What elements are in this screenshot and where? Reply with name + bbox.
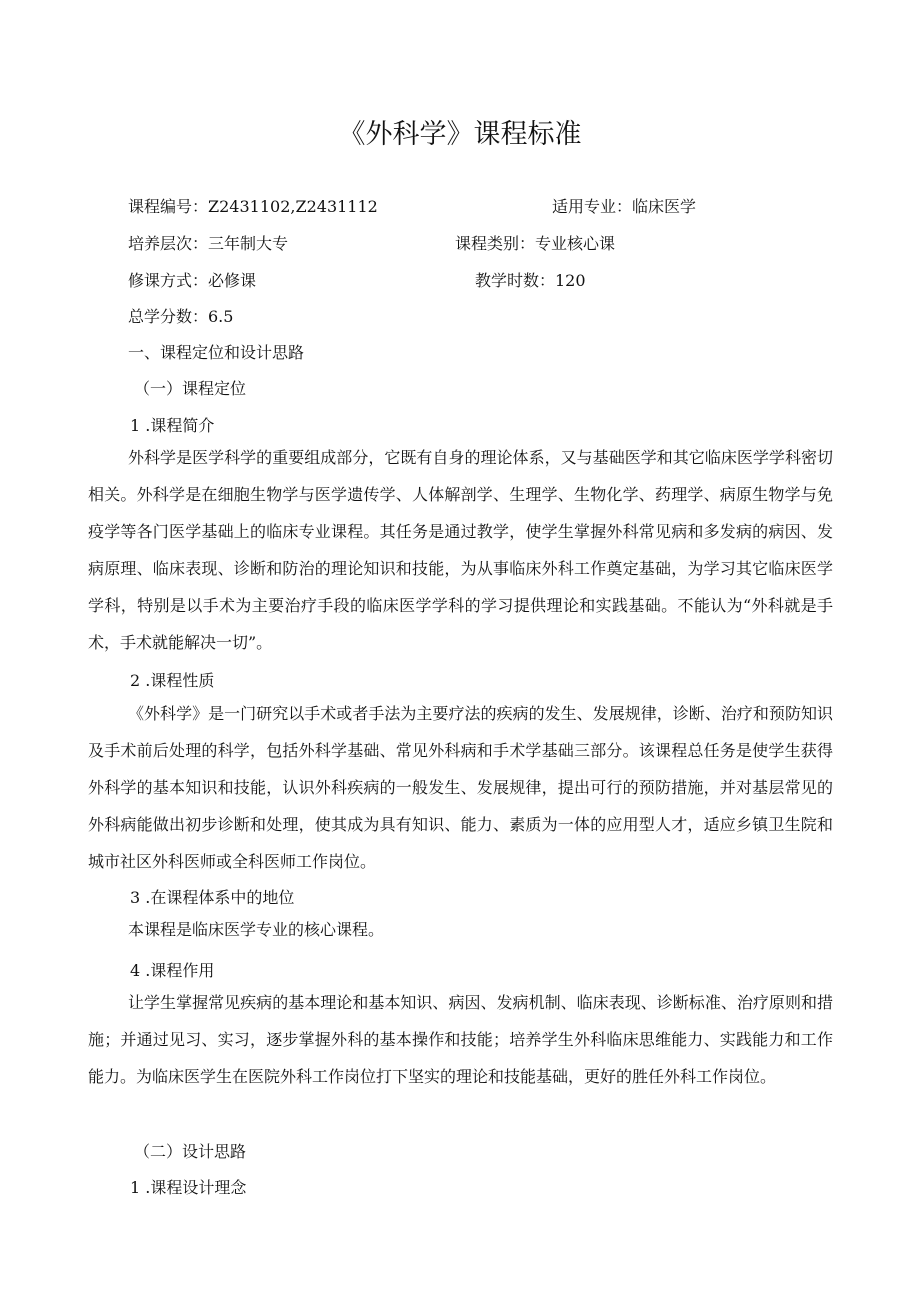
item-heading: 2 .课程性质 [130, 671, 215, 690]
subsection-heading: （二）设计思路 [134, 1142, 247, 1161]
curriculum-position-paragraph: 本课程是临床医学专业的核心课程。 [128, 920, 385, 939]
item-heading: 3 .在课程体系中的地位 [130, 888, 295, 907]
teaching-hours: 教学时数：120 [475, 271, 586, 290]
course-category: 课程类别：专业核心课 [455, 234, 616, 253]
study-mode: 修课方式：必修课 [128, 271, 257, 290]
course-intro-paragraph: 外科学是医学科学的重要组成部分，它既有自身的理论体系，又与基础医学和其它临床医学学科密切相关。外科学是在细胞生物学与医学遗传学、人体解剖学、生理学、生物化学、药理学、病原生物学与免疫学等各门医学基础上的临床专业课程。其任务是通过教学，使学生掌握外科常见病和多发病的病因、发病原理、临床表现、诊断和防治的理论知识和技能，为从事临床外科工作奠定基础，为学习其它临床医学学科，特别是以手术为主要治疗手段的临床医学学科的学习提供理论和实践基础。不能认为“外科就是手术，手术就能解决一切”。 [88, 448, 833, 652]
item-heading: 1 .课程设计理念 [130, 1178, 247, 1197]
item-heading: 4 .课程作用 [130, 961, 215, 980]
item-heading: 1 .课程简介 [130, 416, 215, 435]
subsection-heading: （一）课程定位 [134, 379, 247, 398]
course-code: 课程编号：Z2431102,Z2431112 [128, 197, 378, 216]
applicable-major: 适用专业：临床医学 [552, 197, 697, 216]
document-title: 《外科学》课程标准 [338, 119, 582, 150]
section-heading: 一、课程定位和设计思路 [128, 343, 305, 362]
training-level: 培养层次：三年制大专 [128, 234, 289, 253]
course-role-paragraph: 让学生掌握常见疾病的基本理论和基本知识、病因、发病机制、临床表现、诊断标准、治疗原则和措施；并通过见习、实习，逐步掌握外科的基本操作和技能；培养学生外科临床思维能力、实践能力和工作能力。为临床医学生在医院外科工作岗位打下坚实的理论和技能基础，更好的胜任外科工作岗位。 [88, 993, 833, 1086]
total-credits: 总学分数：6.5 [128, 307, 234, 326]
course-nature-paragraph: 《外科学》是一门研究以手术或者手法为主要疗法的疾病的发生、发展规律，诊断、治疗和预防知识及手术前后处理的科学，包括外科学基础、常见外科病和手术学基础三部分。该课程总任务是使学生获得外科学的基本知识和技能，认识外科疾病的一般发生、发展规律，提出可行的预防措施，并对基层常见的外科病能做出初步诊断和处理，使其成为具有知识、能力、素质为一体的应用型人才，适应乡镇卫生院和城市社区外科医师或全科医师工作岗位。 [88, 704, 833, 871]
